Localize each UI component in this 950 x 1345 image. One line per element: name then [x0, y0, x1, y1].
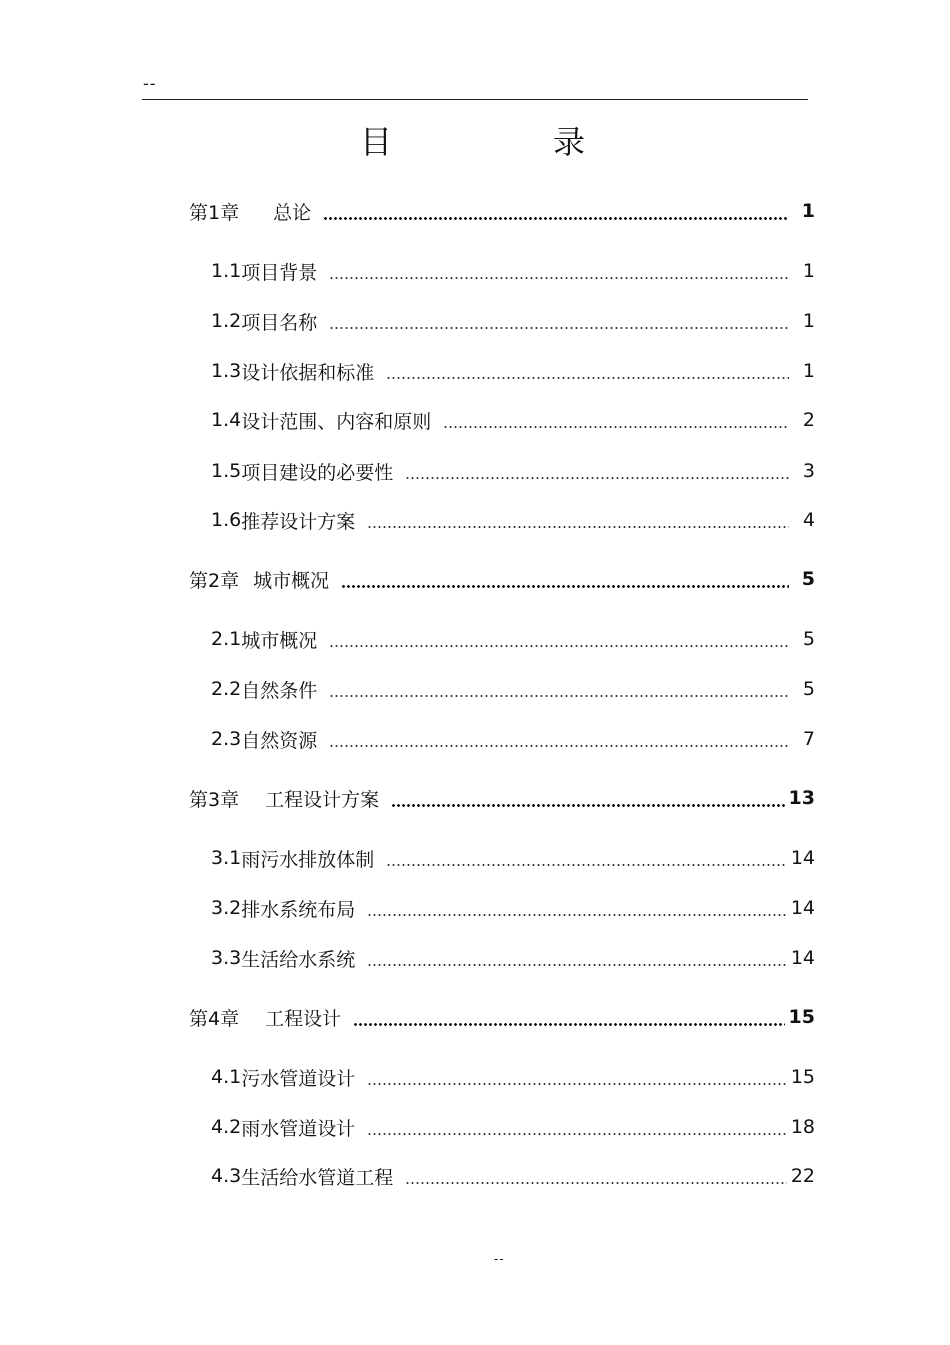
toc-number: 1.5	[211, 460, 242, 482]
toc-page-number: 18	[790, 1116, 815, 1138]
toc-number: 3.2	[211, 897, 242, 919]
dot-leader	[341, 585, 789, 588]
dot-leader	[405, 1182, 787, 1184]
toc-label: 城市概况	[253, 569, 330, 592]
toc-section[interactable]	[211, 843, 815, 873]
toc-page-number: 14	[790, 897, 815, 919]
toc-page-number: 22	[790, 1165, 815, 1187]
toc-page-number: 14	[790, 847, 815, 869]
toc-section[interactable]	[211, 306, 815, 336]
toc-section[interactable]	[211, 1112, 815, 1142]
page-header-mark: --	[143, 74, 157, 93]
toc-page-number: 5	[802, 678, 815, 700]
toc-label: 污水管道设计	[241, 1067, 356, 1090]
toc-label: 工程设计	[265, 1007, 342, 1030]
dot-leader	[353, 1023, 784, 1026]
toc-page-number: 14	[790, 947, 815, 969]
toc-section[interactable]	[211, 405, 815, 435]
dot-leader	[329, 277, 789, 279]
toc-number: 第4章	[189, 1007, 240, 1030]
toc-section[interactable]	[211, 256, 815, 286]
toc-page-number: 15	[788, 1006, 815, 1028]
dot-leader	[405, 477, 789, 479]
dot-leader	[329, 645, 789, 647]
toc-label: 项目背景	[241, 261, 318, 284]
toc-number: 第3章	[189, 788, 240, 811]
toc-title-char-1: 目	[360, 123, 393, 161]
dot-leader	[367, 1133, 787, 1135]
toc-number: 第2章	[189, 569, 240, 592]
toc-number: 1.1	[211, 260, 242, 282]
dot-leader	[323, 217, 789, 220]
dot-leader	[367, 964, 787, 966]
toc-number: 3.1	[211, 847, 242, 869]
toc-page-number: 1	[802, 260, 815, 282]
toc-label: 生活给水系统	[241, 948, 356, 971]
toc-number: 2.3	[211, 728, 242, 750]
toc-label: 设计范围、内容和原则	[241, 410, 432, 433]
toc-section[interactable]	[211, 505, 815, 535]
toc-number: 4.3	[211, 1165, 242, 1187]
toc-label: 设计依据和标准	[241, 361, 375, 384]
toc-number: 1.6	[211, 509, 242, 531]
toc-page-number: 5	[802, 628, 815, 650]
toc-label: 城市概况	[241, 629, 318, 652]
toc-page-number: 15	[790, 1066, 815, 1088]
toc-chapter[interactable]	[189, 564, 815, 594]
toc-page-number: 3	[802, 460, 815, 482]
toc-page-number: 1	[802, 360, 815, 382]
toc-label: 项目名称	[241, 311, 318, 334]
toc-number: 4.2	[211, 1116, 242, 1138]
toc-section[interactable]	[211, 943, 815, 973]
toc-label: 总论	[273, 201, 312, 224]
dot-leader	[443, 426, 789, 428]
toc-label: 推荐设计方案	[241, 510, 356, 533]
toc-page-number: 1	[802, 310, 815, 332]
toc-number: 3.3	[211, 947, 242, 969]
dot-leader	[329, 695, 789, 697]
dot-leader	[367, 1083, 787, 1085]
toc-chapter[interactable]	[189, 783, 815, 813]
dot-leader	[367, 914, 787, 916]
toc-label: 雨水管道设计	[241, 1117, 356, 1140]
toc-title-char-2: 录	[553, 123, 586, 161]
toc-section[interactable]	[211, 1062, 815, 1092]
toc-number: 4.1	[211, 1066, 242, 1088]
toc-number: 2.1	[211, 628, 242, 650]
dot-leader	[386, 377, 789, 379]
dot-leader	[386, 864, 787, 866]
dot-leader	[329, 327, 789, 329]
toc-chapter[interactable]	[189, 196, 815, 226]
toc-label: 自然资源	[241, 729, 318, 752]
toc-page-number: 5	[801, 568, 815, 590]
toc-page-number: 1	[801, 200, 815, 222]
toc-number: 1.4	[211, 409, 242, 431]
dot-leader	[391, 804, 784, 807]
toc-section[interactable]	[211, 456, 815, 486]
toc-number: 1.2	[211, 310, 242, 332]
toc-number: 2.2	[211, 678, 242, 700]
toc-page-number: 2	[802, 409, 815, 431]
toc-page-number: 13	[788, 787, 815, 809]
dot-leader	[367, 526, 789, 528]
page-footer-mark: --	[494, 1252, 505, 1266]
toc-section[interactable]	[211, 356, 815, 386]
toc-section[interactable]	[211, 624, 815, 654]
toc-section[interactable]	[211, 724, 815, 754]
toc-label: 自然条件	[241, 679, 318, 702]
toc-section[interactable]	[211, 674, 815, 704]
toc-section[interactable]	[211, 893, 815, 923]
toc-number: 1.3	[211, 360, 242, 382]
toc-label: 项目建设的必要性	[241, 461, 394, 484]
toc-chapter[interactable]	[189, 1002, 815, 1032]
dot-leader	[329, 745, 789, 747]
toc-number: 第1章	[189, 201, 240, 224]
toc-page-number: 4	[802, 509, 815, 531]
toc-label: 雨污水排放体制	[241, 848, 375, 871]
toc-label: 排水系统布局	[241, 898, 356, 921]
toc-page-number: 7	[802, 728, 815, 750]
toc-label: 工程设计方案	[265, 788, 380, 811]
toc-section[interactable]	[211, 1161, 815, 1191]
toc-label: 生活给水管道工程	[241, 1166, 394, 1189]
